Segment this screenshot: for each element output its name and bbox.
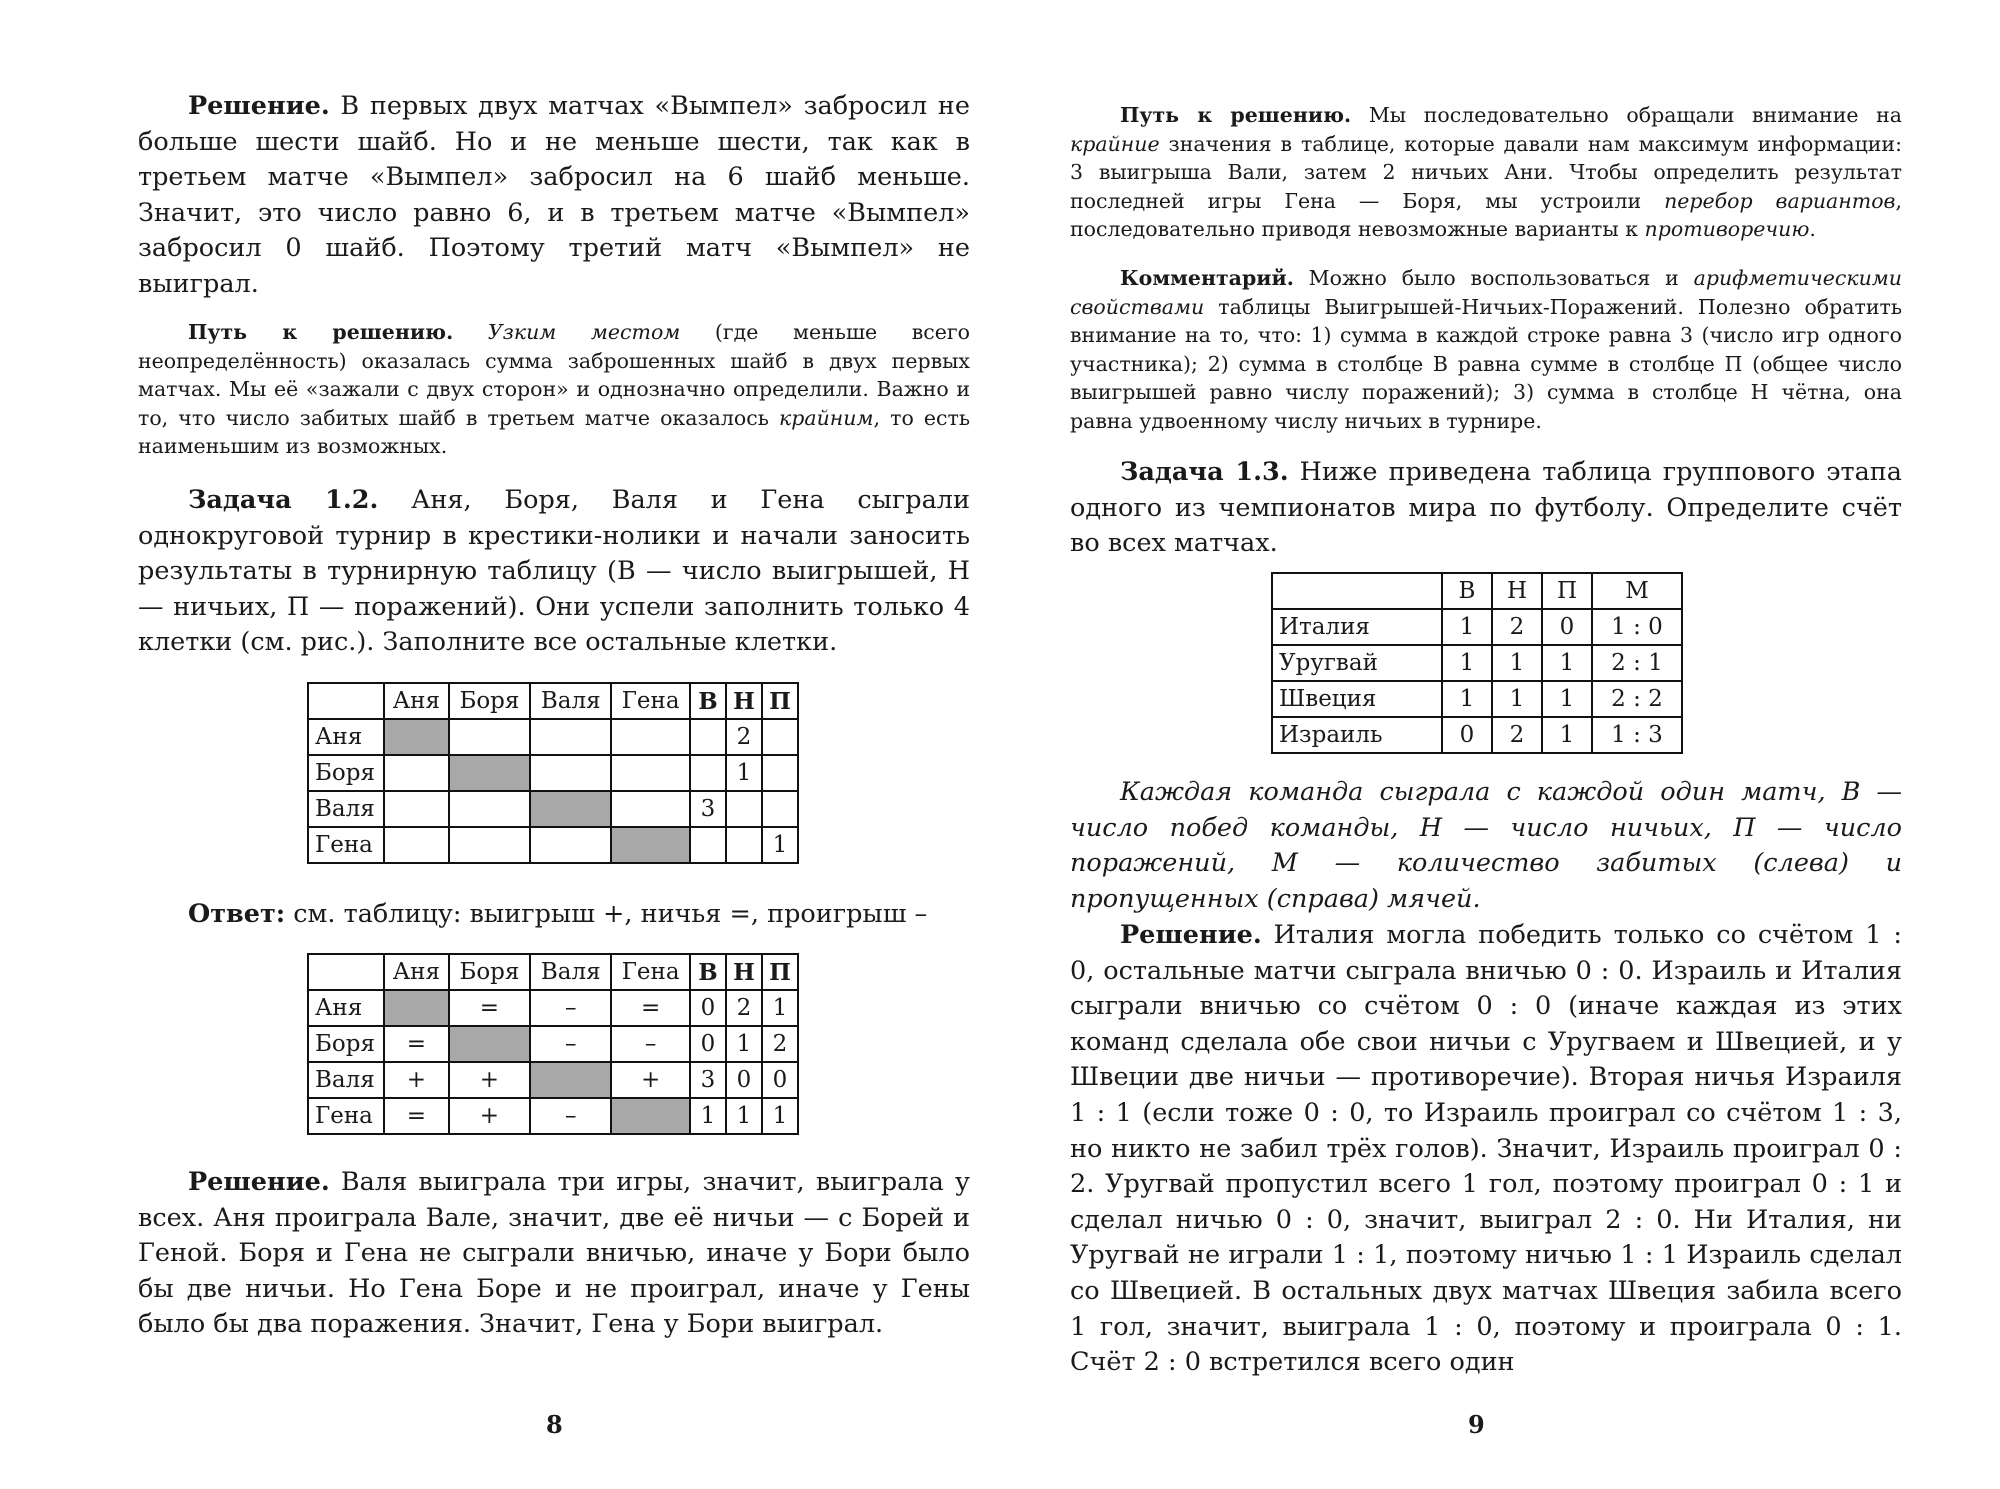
table3-col-n: Н	[1492, 573, 1542, 609]
table1-row-label: Боря	[308, 755, 384, 791]
table3-col-m: М	[1592, 573, 1682, 609]
table3-cell: 1	[1542, 717, 1592, 753]
solution-1-text: В первых двух матчах «Вымпел» забросил не больше шести шайб. Но и не меньше шести, так как в третьем матче «Вымпел» забросил на 6 шайб меньше. Значит, это число равно 6, и в третьем матче «Вымпел» забросил 0 шайб. Поэтому третий матч «Вымпел» не выиграл.	[138, 91, 970, 299]
table2-cell: =	[384, 1026, 449, 1062]
table2-cell: +	[384, 1062, 449, 1098]
table3-cell: 0	[1542, 609, 1592, 645]
table-row	[308, 791, 798, 827]
table2-cell: –	[611, 1026, 690, 1062]
table3-col-p: П	[1542, 573, 1592, 609]
table3-cell: 1	[1542, 681, 1592, 717]
table2-cell: –	[530, 1098, 611, 1134]
solution-3-heading: Решение.	[1120, 920, 1262, 950]
path-to-solution-2	[1070, 101, 1902, 244]
task-1-2-text: Аня, Боря, Валя и Гена сыграли однокруговой турнир в крестики-нолики и начали заносить результаты в турнирную таблицу (В — число выигрышей, Н — ничьих, П — поражений). Они успели заполнить только 4 клетки (см. рис.). Заполните все остальные клетки.	[138, 485, 970, 658]
table1-cell	[690, 827, 726, 863]
task-1-2-paragraph	[138, 483, 970, 661]
table1-cell	[726, 791, 762, 827]
table1-cell	[762, 791, 798, 827]
table3-cell: 0	[1442, 717, 1492, 753]
table-row	[308, 1062, 798, 1098]
table2-row-label: Валя	[308, 1062, 384, 1098]
table-row	[308, 719, 798, 755]
table2-cell: 1	[762, 1098, 798, 1134]
table2-cell: 2	[726, 990, 762, 1026]
path2-italic-1: крайние	[1070, 131, 1160, 156]
table2-col-anya: Аня	[384, 954, 449, 990]
table2-cell: 1	[690, 1098, 726, 1134]
table3-team: Швеция	[1272, 681, 1442, 717]
table2-corner	[308, 954, 384, 990]
comment-heading: Комментарий.	[1120, 266, 1294, 290]
table2-cell: 0	[762, 1062, 798, 1098]
task-1-3-paragraph	[1070, 455, 1902, 562]
path2-text-3: , последовательно приводя невозможные варианты к	[1070, 188, 1902, 242]
table2-cell: –	[530, 1026, 611, 1062]
page-number-right: 9	[1468, 1410, 1485, 1439]
path-text-1: (где меньше всего неопределённость) оказалась сумма заброшенных шайб в двух первых матчах. Мы её «зажали с двух сторон» и однозначно определили. Важно и то, что число забитых шайб в третьем матче оказалось	[138, 320, 970, 430]
table2-cell: 0	[690, 990, 726, 1026]
table-row	[308, 1098, 798, 1134]
table3-cell: 1 : 0	[1592, 609, 1682, 645]
task-1-3-text: Ниже приведена таблица группового этапа одного из чемпионатов мира по футболу. Определите счёт во всех матчах.	[1070, 457, 1902, 559]
table1-cell	[611, 791, 690, 827]
answer-text: см. таблицу: выигрыш +, ничья =, проигрыш –	[285, 899, 928, 929]
table2-col-v: В	[690, 954, 726, 990]
table2-cell: =	[384, 1098, 449, 1134]
table1-cell	[762, 755, 798, 791]
table1-cell	[611, 827, 690, 863]
table2-col-borya: Боря	[449, 954, 530, 990]
football-table	[1271, 572, 1683, 754]
table-row	[1272, 609, 1682, 645]
table3-cell: 1	[1492, 645, 1542, 681]
table2-cell	[449, 1026, 530, 1062]
table3-cell: 2	[1492, 717, 1542, 753]
table1-row-label: Гена	[308, 827, 384, 863]
solution-2-paragraph	[138, 1165, 970, 1343]
table3-cell: 2 : 1	[1592, 645, 1682, 681]
table1-col-p: П	[762, 683, 798, 719]
table1-cell	[384, 827, 449, 863]
table1-cell	[530, 827, 611, 863]
table1-cell	[449, 719, 530, 755]
table3-cell: 1	[1492, 681, 1542, 717]
path2-heading: Путь к решению.	[1120, 103, 1352, 127]
table2-cell: +	[449, 1062, 530, 1098]
table2-col-gena: Гена	[611, 954, 690, 990]
table1-corner	[308, 683, 384, 719]
table-row	[308, 990, 798, 1026]
table3-cell: 2	[1492, 609, 1542, 645]
table2-row-label: Аня	[308, 990, 384, 1026]
table2-cell: +	[611, 1062, 690, 1098]
table1-col-v: В	[690, 683, 726, 719]
table2-cell: =	[611, 990, 690, 1026]
table2-cell: 1	[762, 990, 798, 1026]
table1-cell	[762, 719, 798, 755]
table2-cell: –	[530, 990, 611, 1026]
table1-header-row	[308, 683, 798, 719]
table1-cell	[384, 719, 449, 755]
table2-col-valya: Валя	[530, 954, 611, 990]
table1-cell	[690, 755, 726, 791]
table-row	[308, 755, 798, 791]
path2-text-4: .	[1809, 217, 1816, 242]
table2-col-p: П	[762, 954, 798, 990]
table-legend-note: Каждая команда сыграла с каждой один матч, В — число побед команды, Н — число ничьих, П — число поражений, М — количество забитых (слева) и пропущенных (справа) мячей.	[1070, 777, 1902, 914]
path-heading: Путь к решению.	[188, 320, 454, 344]
table2-cell: =	[449, 990, 530, 1026]
path-italic-2: крайним	[778, 405, 874, 430]
table1-col-borya: Боря	[449, 683, 530, 719]
table3-team: Италия	[1272, 609, 1442, 645]
table2-cell: 0	[690, 1026, 726, 1062]
table2-cell	[384, 990, 449, 1026]
table1-cell	[384, 791, 449, 827]
solution-2-heading: Решение.	[188, 1167, 330, 1197]
path-italic-1: Узким местом	[453, 320, 681, 344]
table1-cell	[384, 755, 449, 791]
table1-cell: 1	[762, 827, 798, 863]
table1-cell	[449, 827, 530, 863]
table1-cell: 3	[690, 791, 726, 827]
table1-cell	[690, 719, 726, 755]
table1-cell	[530, 791, 611, 827]
solution-1-paragraph	[138, 89, 970, 303]
table-row	[1272, 681, 1682, 717]
table1-cell	[530, 755, 611, 791]
table1-row-label: Аня	[308, 719, 384, 755]
table2-col-n: Н	[726, 954, 762, 990]
table2-cell	[611, 1098, 690, 1134]
table-row	[308, 827, 798, 863]
table2-cell	[530, 1062, 611, 1098]
table-row	[308, 1026, 798, 1062]
path2-italic-2: перебор вариантов	[1664, 188, 1896, 213]
table1-col-gena: Гена	[611, 683, 690, 719]
table2-cell: 3	[690, 1062, 726, 1098]
comment-text-2: таблицы Выигрышей-Ничьих-Поражений. Полезно обратить внимание на то, что: 1) сумма в каждой строке равна 3 (число игр одного участника); 2) сумма в столбце В равна сумме в столбце П (общее число выигрышей равно числу поражений); 3) сумма в столбце Н чётна, она равна удвоенному числу ничьих в турнире.	[1070, 294, 1902, 433]
table1-cell	[449, 791, 530, 827]
path2-text-1: Мы последовательно обращали внимание на	[1351, 103, 1902, 127]
path2-text-2: значения в таблице, которые давали нам максимум информации: 3 выигрыша Вали, затем 2 ничьих Ани. Чтобы определить результат последней игры Гена — Боря, мы устроили	[1070, 131, 1902, 213]
path2-italic-3: противоречию	[1644, 217, 1810, 242]
table2-cell: 0	[726, 1062, 762, 1098]
task-table-empty	[307, 682, 799, 864]
table-row	[1272, 645, 1682, 681]
table3-header-row	[1272, 573, 1682, 609]
right-page	[1000, 0, 2000, 1489]
path-text-2: , то есть наименьшим из возможных.	[138, 405, 970, 459]
table1-cell	[726, 827, 762, 863]
comment-paragraph	[1070, 264, 1902, 436]
table1-cell: 1	[726, 755, 762, 791]
table3-cell: 1	[1442, 681, 1492, 717]
table3-cell: 1	[1442, 609, 1492, 645]
answer-table	[307, 953, 799, 1135]
table2-row-label: Гена	[308, 1098, 384, 1134]
page-number-left: 8	[546, 1410, 563, 1439]
table3-cell: 1	[1442, 645, 1492, 681]
table1-col-n: Н	[726, 683, 762, 719]
table1-col-anya: Аня	[384, 683, 449, 719]
solution-1-heading: Решение.	[188, 91, 330, 121]
table3-corner	[1272, 573, 1442, 609]
table2-cell: +	[449, 1098, 530, 1134]
table1-cell	[530, 719, 611, 755]
table1-col-valya: Валя	[530, 683, 611, 719]
table3-cell: 2 : 2	[1592, 681, 1682, 717]
table1-cell	[611, 755, 690, 791]
table3-cell: 1 : 3	[1592, 717, 1682, 753]
task-1-2-heading: Задача 1.2.	[188, 485, 379, 515]
answer-heading: Ответ:	[188, 899, 286, 929]
table2-cell: 1	[726, 1098, 762, 1134]
table2-header-row	[308, 954, 798, 990]
table2-row-label: Боря	[308, 1026, 384, 1062]
table2-cell: 2	[762, 1026, 798, 1062]
table1-cell	[611, 719, 690, 755]
table1-row-label: Валя	[308, 791, 384, 827]
comment-italic-1: арифметическими свойствами	[1070, 266, 1902, 319]
table-row	[1272, 717, 1682, 753]
table3-col-v: В	[1442, 573, 1492, 609]
solution-3-text: Италия могла победить только со счётом 1 : 0, остальные матчи сыграла вничью 0 : 0. Израиль и Италия сыграли вничью со счётом 0 : 0 (иначе каждая из этих команд сделала обе свои ничьи с Уругваем и Швецией, и у Швеции две ничьи — противоречие). Вторая ничья Израиля 1 : 1 (если тоже 0 : 0, то Израиль проиграл со счётом 1 : 3, но никто не забил трёх голов). Значит, Израиль проиграл 0 : 2. Уругвай пропустил всего 1 гол, поэтому проиграл 0 : 1 и сделал ничью 0 : 0, значит, выиграл 2 : 0. Ни Италия, ни Уругвай не играли 1 : 1, поэтому ничью 1 : 1 Израиль сделал со Швецией. В остальных двух матчах Швеция забила всего 1 гол, значит, выиграла 1 : 0, поэтому и проиграла 0 : 1. Счёт 2 : 0 встретился всего один	[1070, 920, 1902, 1378]
table1-cell: 2	[726, 719, 762, 755]
table3-team: Израиль	[1272, 717, 1442, 753]
solution-2-text: Валя выиграла три игры, значит, выиграла у всех. Аня проиграла Вале, значит, две её ничьи — с Борей и Геной. Боря и Гена не сыграли вничью, иначе у Бори было бы две ничьи. Но Гена Боре и не проиграл, иначе у Гены было бы два поражения. Значит, Гена у Бори выиграл.	[138, 1167, 970, 1340]
table2-cell: 1	[726, 1026, 762, 1062]
solution-3-paragraph	[1070, 918, 1902, 1381]
table3-team: Уругвай	[1272, 645, 1442, 681]
table1-cell	[449, 755, 530, 791]
answer-line	[138, 897, 988, 933]
path-to-solution-1	[138, 318, 970, 461]
comment-text-1: Можно было воспользоваться и	[1293, 266, 1694, 290]
table3-cell: 1	[1542, 645, 1592, 681]
task-1-3-heading: Задача 1.3.	[1120, 457, 1289, 487]
